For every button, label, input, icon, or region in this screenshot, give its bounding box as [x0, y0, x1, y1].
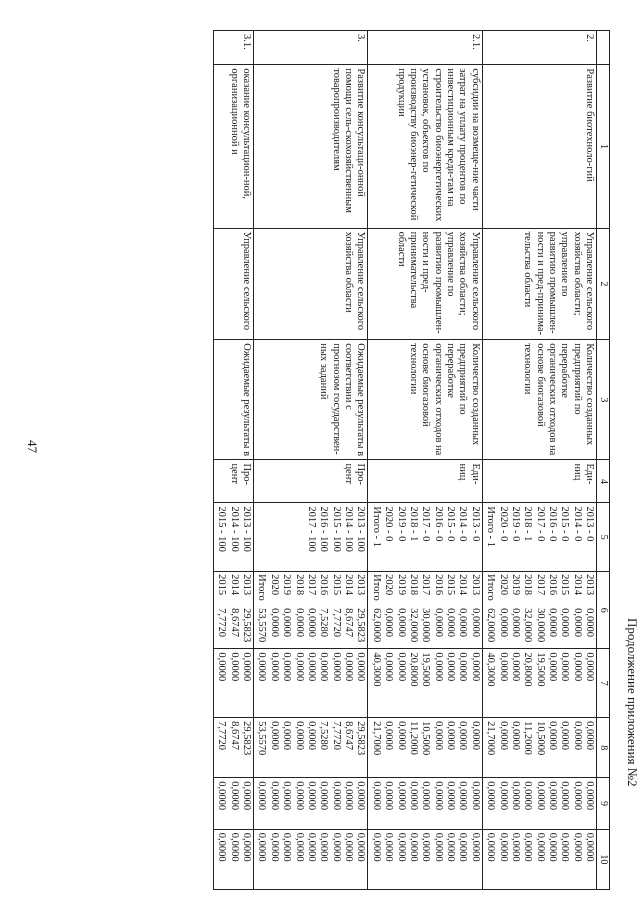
target-values-line: 2013 - 100 [241, 506, 253, 552]
regional-budget [213, 718, 253, 778]
total-value: 30,0000 [420, 608, 432, 643]
regional-budget-line: 10,5000 [420, 721, 432, 756]
year-line [215, 574, 227, 646]
year-line [496, 574, 508, 646]
unit: Про-цент [213, 460, 253, 503]
year-line [280, 574, 292, 646]
header-cell: 9 [597, 778, 610, 830]
regional-budget-line: 0,0000 [445, 721, 457, 751]
responsible-dept: Управление сельского [213, 228, 253, 340]
local-budget-line: 0,0000 [281, 781, 293, 811]
federal-budget-line: 0,0000 [547, 652, 559, 682]
regional-budget-line: 53,5570 [256, 721, 268, 756]
regional-budget-line: 0,0000 [547, 721, 559, 751]
header-cell: 2 [597, 228, 610, 340]
federal-budget [482, 649, 596, 718]
year-line [305, 574, 317, 646]
regional-budget-line: 0,0000 [469, 721, 481, 751]
header-cell: 1 [597, 65, 610, 228]
target-values-line: Итого - 1 [370, 506, 382, 547]
header-cell: 7 [597, 649, 610, 718]
regional-budget [482, 718, 596, 778]
total-value: 0,0000 [497, 608, 509, 637]
federal-budget-line: 0,0000 [497, 652, 509, 682]
local-budget-line: 0,0000 [522, 781, 534, 811]
federal-budget-line: 0,0000 [571, 652, 583, 682]
year: 2016 [318, 574, 330, 596]
header-row [597, 31, 610, 890]
local-budget-line: 0,0000 [584, 781, 596, 811]
year: 2020 [383, 574, 395, 596]
target-values-line: 2020 - 0 [497, 506, 509, 542]
total-value: 30,0000 [534, 608, 546, 643]
other-sources-line: 0,0000 [559, 832, 571, 862]
year-line [558, 574, 570, 646]
other-sources [213, 829, 253, 889]
header-cell: 4 [597, 460, 610, 503]
target-values-line: 2014 - 0 [457, 506, 469, 542]
year-line [431, 574, 443, 646]
target-values-line: 2013 - 100 [355, 506, 367, 552]
federal-budget-line: 0,0000 [559, 652, 571, 682]
responsible-dept: Управление сельского хозяйства области [254, 228, 368, 340]
year: Итого [370, 574, 382, 601]
target-values [368, 503, 482, 572]
regional-budget-line: 0,0000 [268, 721, 280, 751]
local-budget-line: 0,0000 [228, 781, 240, 811]
regional-budget-line: 7,7720 [216, 721, 228, 751]
years-and-totals [482, 572, 596, 649]
target-values-line: 2015 - 100 [216, 506, 228, 552]
total-value: 8,6747 [228, 608, 240, 637]
other-sources-line: 0,0000 [432, 832, 444, 862]
year-line [546, 574, 558, 646]
year: Итого [256, 574, 268, 601]
unit: Про-цент [254, 460, 368, 503]
regional-budget-line: 0,0000 [293, 721, 305, 751]
local-budget-line: 0,0000 [293, 781, 305, 811]
federal-budget-line: 0,0000 [509, 652, 521, 682]
local-budget-line: 0,0000 [355, 781, 367, 811]
measure-name: оказание консультацион-ной, организационной и [213, 65, 253, 228]
total-value: 0,0000 [305, 608, 317, 637]
total-value: 0,0000 [571, 608, 583, 637]
page-number: 47 [25, 440, 40, 453]
total-value: 0,0000 [509, 608, 521, 637]
regional-budget-line: 29,5823 [355, 721, 367, 756]
year: 2017 [305, 574, 317, 596]
header-cell: 5 [597, 503, 610, 572]
federal-budget-line: 0,0000 [383, 652, 395, 682]
other-sources [254, 829, 368, 889]
year: 2016 [432, 574, 444, 596]
other-sources [368, 829, 482, 889]
total-value: 0,0000 [268, 608, 280, 637]
regional-budget-line: 29,5823 [241, 721, 253, 756]
row-number: 2.1. [368, 31, 482, 65]
local-budget-line: 0,0000 [420, 781, 432, 811]
year-line [267, 574, 279, 646]
local-budget-line: 0,0000 [330, 781, 342, 811]
indicator: Ожидаемые результаты в соответствии с прогнозом государствен-ных заданий [254, 340, 368, 460]
other-sources-line: 0,0000 [293, 832, 305, 862]
year-line [382, 574, 394, 646]
total-value: 0,0000 [559, 608, 571, 637]
year: 2015 [216, 574, 228, 596]
other-sources-line: 0,0000 [268, 832, 280, 862]
year-line [570, 574, 582, 646]
caption: Продолжение приложения №2 [625, 618, 640, 787]
regional-budget-line: 21,7000 [370, 721, 382, 756]
year-line [369, 574, 381, 646]
federal-budget [213, 649, 253, 718]
year: 2015 [445, 574, 457, 596]
target-values-line: 2018 - 1 [522, 506, 534, 542]
other-sources-line: 0,0000 [457, 832, 469, 862]
other-sources-line: 0,0000 [355, 832, 367, 862]
regional-budget-line: 21,7000 [485, 721, 497, 756]
header-cell: 3 [597, 340, 610, 460]
total-value: 0,0000 [445, 608, 457, 637]
year: 2019 [509, 574, 521, 596]
other-sources-line: 0,0000 [469, 832, 481, 862]
years-and-totals [254, 572, 368, 649]
year-line [407, 574, 419, 646]
target-values-line: 2016 - 0 [432, 506, 444, 542]
federal-budget-line: 0,0000 [293, 652, 305, 682]
local-budget [482, 778, 596, 830]
federal-budget-line: 20,8000 [522, 652, 534, 687]
other-sources-line: 0,0000 [281, 832, 293, 862]
regional-budget-line: 7,7720 [330, 721, 342, 751]
year-line [468, 574, 480, 646]
year: 2020 [268, 574, 280, 596]
year: 2013 [584, 574, 596, 596]
header-cell: 8 [597, 718, 610, 778]
regional-budget-line: 8,6747 [343, 721, 355, 751]
measure-name: Развитие консультаци-онной помощи сель-скохозяйственным товаропроизводителям [254, 65, 368, 228]
local-budget-line: 0,0000 [395, 781, 407, 811]
target-values-line: 2017 - 0 [534, 506, 546, 542]
local-budget-line: 0,0000 [383, 781, 395, 811]
indicator: Ожидаемые результаты в [213, 340, 253, 460]
federal-budget-line: 0,0000 [241, 652, 253, 682]
total-value: 0,0000 [457, 608, 469, 637]
federal-budget-line: 19,5000 [534, 652, 546, 687]
total-value: 8,6747 [343, 608, 355, 637]
local-budget-line: 0,0000 [370, 781, 382, 811]
total-value: 53,5570 [256, 608, 268, 643]
year: 2018 [293, 574, 305, 596]
regional-budget-line: 0,0000 [383, 721, 395, 751]
federal-budget-line: 0,0000 [268, 652, 280, 682]
total-value: 0,0000 [383, 608, 395, 637]
local-budget [254, 778, 368, 830]
measure-name: Развитие биотехноло-гий [482, 65, 596, 228]
other-sources-line: 0,0000 [305, 832, 317, 862]
year: 2014 [457, 574, 469, 596]
regional-budget [254, 718, 368, 778]
year-line [240, 574, 252, 646]
regional-budget-line: 11,2000 [407, 721, 419, 755]
local-budget-line: 0,0000 [445, 781, 457, 811]
year: 2013 [469, 574, 481, 596]
federal-budget-line: 40,3000 [485, 652, 497, 687]
regional-budget-line: 0,0000 [509, 721, 521, 751]
year: 2019 [395, 574, 407, 596]
regional-budget-line: 0,0000 [497, 721, 509, 751]
year-line [484, 574, 496, 646]
target-values-line: 2017 - 100 [305, 506, 317, 552]
year: 2017 [420, 574, 432, 596]
other-sources-line: 0,0000 [383, 832, 395, 862]
total-value: 7,5280 [318, 608, 330, 637]
other-sources-line: 0,0000 [420, 832, 432, 862]
federal-budget-line: 0,0000 [457, 652, 469, 682]
regional-budget-line: 0,0000 [305, 721, 317, 751]
local-budget-line: 0,0000 [241, 781, 253, 811]
year: 2015 [330, 574, 342, 596]
year-line [583, 574, 595, 646]
unit: Еди-ниц [482, 460, 596, 503]
year: 2017 [534, 574, 546, 596]
other-sources-line: 0,0000 [407, 832, 419, 862]
federal-budget-line: 0,0000 [305, 652, 317, 682]
total-value: 62,0000 [485, 608, 497, 643]
table-row [368, 31, 482, 890]
program-table [213, 30, 610, 890]
federal-budget-line: 40,3000 [370, 652, 382, 687]
year-line [342, 574, 354, 646]
total-value: 0,0000 [293, 608, 305, 637]
target-values-line: 2014 - 100 [343, 506, 355, 552]
total-value: 0,0000 [547, 608, 559, 637]
other-sources-line: 0,0000 [485, 832, 497, 862]
federal-budget [368, 649, 482, 718]
year-line [509, 574, 521, 646]
year: 2018 [522, 574, 534, 596]
target-values-line: 2019 - 0 [395, 506, 407, 542]
year: 2018 [407, 574, 419, 596]
local-budget-line: 0,0000 [534, 781, 546, 811]
indicator: Количество созданных предприятий по переработке органических отходов на основе биогазовой технологии [368, 340, 482, 460]
local-budget-line: 0,0000 [407, 781, 419, 811]
target-values-line: 2013 - 0 [469, 506, 481, 542]
years-and-totals [213, 572, 253, 649]
header-cell: 10 [597, 829, 610, 889]
local-budget-line: 0,0000 [216, 781, 228, 811]
target-values-line: 2014 - 0 [571, 506, 583, 542]
target-values [482, 503, 596, 572]
total-value: 0,0000 [469, 608, 481, 637]
total-value: 29,5823 [241, 608, 253, 643]
local-budget-line: 0,0000 [469, 781, 481, 811]
local-budget-line: 0,0000 [559, 781, 571, 811]
other-sources [482, 829, 596, 889]
regional-budget-line: 11,2000 [522, 721, 534, 755]
total-value: 0,0000 [432, 608, 444, 637]
local-budget-line: 0,0000 [571, 781, 583, 811]
target-values-line: 2017 - 0 [420, 506, 432, 542]
other-sources-line: 0,0000 [241, 832, 253, 862]
federal-budget-line: 0,0000 [445, 652, 457, 682]
federal-budget-line: 0,0000 [318, 652, 330, 682]
local-budget-line: 0,0000 [457, 781, 469, 811]
year-line [317, 574, 329, 646]
regional-budget-line: 0,0000 [457, 721, 469, 751]
other-sources-line: 0,0000 [534, 832, 546, 862]
unit: Еди-ниц [368, 460, 482, 503]
other-sources-line: 0,0000 [522, 832, 534, 862]
other-sources-line: 0,0000 [584, 832, 596, 862]
target-values-line: 2020 - 0 [383, 506, 395, 542]
year: 2016 [547, 574, 559, 596]
local-budget-line: 0,0000 [485, 781, 497, 811]
local-budget-line: 0,0000 [497, 781, 509, 811]
year-line [444, 574, 456, 646]
regional-budget-line: 7,5280 [318, 721, 330, 751]
target-values [254, 503, 368, 572]
federal-budget-line: 20,8000 [407, 652, 419, 687]
other-sources-line: 0,0000 [330, 832, 342, 862]
indicator: Количество созданных предприятий по переработке органических отходов на основе биогазовой технологии [482, 340, 596, 460]
local-budget-line: 0,0000 [305, 781, 317, 811]
target-values-line: 2015 - 100 [330, 506, 342, 552]
federal-budget-line: 19,5000 [420, 652, 432, 687]
other-sources-line: 0,0000 [509, 832, 521, 862]
local-budget-line: 0,0000 [268, 781, 280, 811]
year: 2013 [241, 574, 253, 596]
year: 2015 [559, 574, 571, 596]
federal-budget-line: 0,0000 [281, 652, 293, 682]
other-sources-line: 0,0000 [395, 832, 407, 862]
year-line [521, 574, 533, 646]
responsible-dept: Управление сельского хозяйства области; управление по развитию промышлен-ности и пред-принимательства области [368, 228, 482, 340]
year-line [292, 574, 304, 646]
table-row [482, 31, 596, 890]
federal-budget-line: 0,0000 [228, 652, 240, 682]
local-budget-line: 0,0000 [509, 781, 521, 811]
total-value: 7,7720 [216, 608, 228, 637]
year-line [227, 574, 239, 646]
year: 2013 [355, 574, 367, 596]
target-values-line: 2016 - 100 [318, 506, 330, 552]
total-value: 0,0000 [395, 608, 407, 637]
regional-budget-line: 0,0000 [281, 721, 293, 751]
total-value: 29,5823 [355, 608, 367, 643]
target-values-line: 2015 - 0 [445, 506, 457, 542]
header-cell: 6 [597, 572, 610, 649]
target-values-line: 2014 - 100 [228, 506, 240, 552]
header-cell-blank [597, 31, 610, 65]
year: 2014 [228, 574, 240, 596]
measure-name: субсидии на возмеще-ние части затрат на уплату процентов по инвестиционным креди-там на строительство биоэнергетических установок, объектов по производству биоэнер-гетической продукции [368, 65, 482, 228]
year: 2014 [571, 574, 583, 596]
regional-budget [368, 718, 482, 778]
other-sources-line: 0,0000 [256, 832, 268, 862]
target-values-line: 2016 - 0 [547, 506, 559, 542]
responsible-dept: Управление сельского хозяйства области; управление по развитию промышлен-ности и пред-принима-тельства области [482, 228, 596, 340]
year: 2014 [343, 574, 355, 596]
local-budget [213, 778, 253, 830]
target-values-line: 2015 - 0 [559, 506, 571, 542]
regional-budget-line: 0,0000 [571, 721, 583, 751]
local-budget-line: 0,0000 [547, 781, 559, 811]
total-value: 0,0000 [281, 608, 293, 637]
year-line [354, 574, 366, 646]
other-sources-line: 0,0000 [445, 832, 457, 862]
federal-budget-line: 0,0000 [395, 652, 407, 682]
other-sources-line: 0,0000 [497, 832, 509, 862]
row-number: 2. [482, 31, 596, 65]
other-sources-line: 0,0000 [370, 832, 382, 862]
target-values-line: 2018 - 1 [407, 506, 419, 542]
year: Итого [485, 574, 497, 601]
total-value: 62,0000 [370, 608, 382, 643]
local-budget-line: 0,0000 [432, 781, 444, 811]
local-budget-line: 0,0000 [256, 781, 268, 811]
target-values-line: 2013 - 0 [584, 506, 596, 542]
federal-budget-line: 0,0000 [432, 652, 444, 682]
federal-budget-line: 0,0000 [216, 652, 228, 682]
federal-budget-line: 0,0000 [584, 652, 596, 682]
other-sources-line: 0,0000 [228, 832, 240, 862]
regional-budget-line: 0,0000 [395, 721, 407, 751]
year-line [394, 574, 406, 646]
federal-budget-line: 0,0000 [256, 652, 268, 682]
row-number: 3. [254, 31, 368, 65]
year: 2020 [497, 574, 509, 596]
year: 2019 [281, 574, 293, 596]
federal-budget-line: 0,0000 [355, 652, 367, 682]
regional-budget-line: 0,0000 [559, 721, 571, 751]
target-values-line: 2019 - 0 [509, 506, 521, 542]
total-value: 32,0000 [522, 608, 534, 643]
federal-budget-line: 0,0000 [330, 652, 342, 682]
table-row [213, 31, 253, 890]
total-value: 32,0000 [407, 608, 419, 643]
years-and-totals [368, 572, 482, 649]
regional-budget-line: 10,5000 [534, 721, 546, 756]
other-sources-line: 0,0000 [547, 832, 559, 862]
row-number: 3.1. [213, 31, 253, 65]
year-line [419, 574, 431, 646]
federal-budget [254, 649, 368, 718]
total-value: 0,0000 [584, 608, 596, 637]
year-line [533, 574, 545, 646]
local-budget-line: 0,0000 [343, 781, 355, 811]
target-values-line: Итого - 1 [485, 506, 497, 547]
target-values [213, 503, 253, 572]
total-value: 7,7720 [330, 608, 342, 637]
local-budget-line: 0,0000 [318, 781, 330, 811]
other-sources-line: 0,0000 [318, 832, 330, 862]
regional-budget-line: 0,0000 [584, 721, 596, 751]
local-budget [368, 778, 482, 830]
year-line [456, 574, 468, 646]
other-sources-line: 0,0000 [216, 832, 228, 862]
other-sources-line: 0,0000 [571, 832, 583, 862]
federal-budget-line: 0,0000 [343, 652, 355, 682]
other-sources-line: 0,0000 [343, 832, 355, 862]
regional-budget-line: 8,6747 [228, 721, 240, 751]
federal-budget-line: 0,0000 [469, 652, 481, 682]
year-line [329, 574, 341, 646]
year-line [255, 574, 267, 646]
table-row [254, 31, 368, 890]
regional-budget-line: 0,0000 [432, 721, 444, 751]
